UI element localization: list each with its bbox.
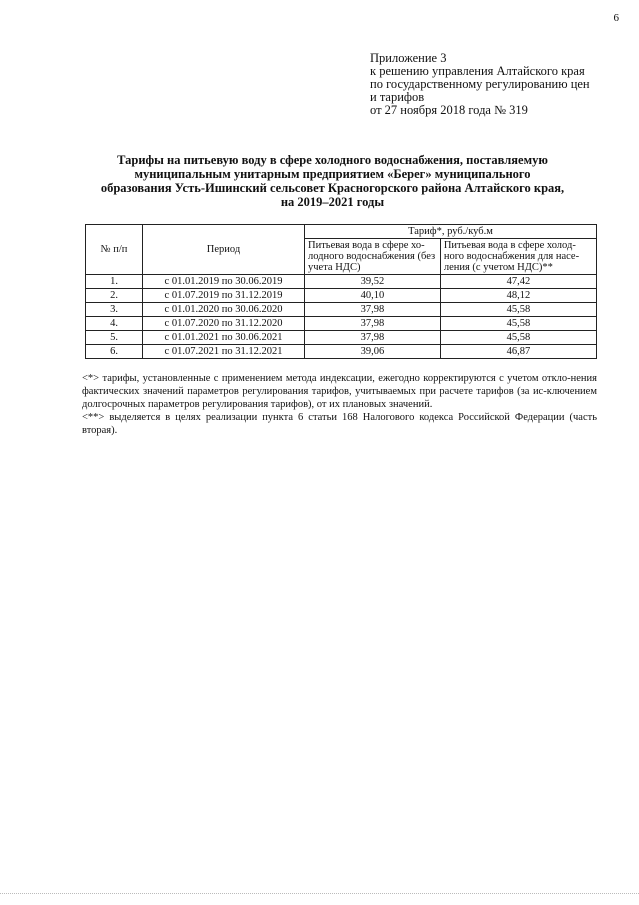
page-number: 6 — [613, 12, 619, 24]
row-period: с 01.07.2019 по 31.12.2019 — [143, 289, 305, 303]
row-number: 6. — [86, 345, 143, 359]
table-row — [86, 331, 597, 345]
appendix-line: к решению управления Алтайского края — [370, 64, 585, 78]
title-line: муниципальным унитарным предприятием «Берег» муниципального — [134, 167, 531, 181]
appendix-line: и тарифов — [370, 90, 425, 104]
column-header-period: Период — [143, 225, 305, 275]
row-period: с 01.01.2021 по 30.06.2021 — [143, 331, 305, 345]
appendix-reference — [370, 52, 620, 117]
document-title — [85, 153, 580, 209]
footnotes — [82, 372, 597, 437]
title-line: образования Усть-Ишинский сельсовет Красногорского района Алтайского края, — [100, 181, 565, 195]
row-period: с 01.07.2021 по 31.12.2021 — [143, 345, 305, 359]
table-row — [86, 317, 597, 331]
table-row — [86, 289, 597, 303]
row-period: с 01.07.2020 по 31.12.2020 — [143, 317, 305, 331]
footnote-double-asterisk: <**> выделяется в целях реализации пункта 6 статьи 168 Налогового кодекса Российской Федерации (часть вторая). — [82, 412, 597, 436]
row-tariff-with-vat: 45,58 — [440, 331, 596, 345]
footnote-single-asterisk: <*> тарифы, установленные с применением метода индексации, ежегодно корректируются с учетом откло-нения фактических значений параметров регулирования тарифов, учитываемых при расчете тарифов (за ис-ключением долгосрочных параметров регулирования тарифов), от их плановых значений. — [82, 373, 597, 410]
table-row — [86, 345, 597, 359]
table-row — [86, 275, 597, 289]
row-period: с 01.01.2020 по 30.06.2020 — [143, 303, 305, 317]
row-tariff-with-vat: 47,42 — [440, 275, 596, 289]
row-tariff-without-vat: 39,06 — [305, 345, 441, 359]
title-line: Тарифы на питьевую воду в сфере холодного водоснабжения, поставляемую — [117, 153, 548, 167]
row-tariff-with-vat: 45,58 — [440, 317, 596, 331]
row-number: 2. — [86, 289, 143, 303]
row-tariff-without-vat: 40,10 — [305, 289, 441, 303]
table-row — [86, 303, 597, 317]
row-number: 4. — [86, 317, 143, 331]
column-header-without-vat: Питьевая вода в сфере хо-лодного водоснабжения (без учета НДС) — [305, 239, 441, 275]
row-tariff-with-vat: 46,87 — [440, 345, 596, 359]
row-tariff-with-vat: 45,58 — [440, 303, 596, 317]
scan-bottom-edge — [0, 893, 639, 894]
row-number: 5. — [86, 331, 143, 345]
row-tariff-with-vat: 48,12 — [440, 289, 596, 303]
column-header-with-vat: Питьевая вода в сфере холод-ного водоснабжения для насе-ления (с учетом НДС)** — [440, 239, 596, 275]
row-period: с 01.01.2019 по 30.06.2019 — [143, 275, 305, 289]
row-number: 3. — [86, 303, 143, 317]
row-tariff-without-vat: 37,98 — [305, 317, 441, 331]
appendix-line: по государственному регулированию цен — [370, 77, 590, 91]
column-header-tariff: Тариф*, руб./куб.м — [305, 225, 597, 239]
appendix-line: Приложение 3 — [370, 51, 447, 65]
appendix-line: от 27 ноября 2018 года № 319 — [370, 103, 528, 117]
title-line: на 2019–2021 годы — [280, 195, 385, 209]
tariff-table — [85, 224, 597, 359]
row-tariff-without-vat: 39,52 — [305, 275, 441, 289]
row-tariff-without-vat: 37,98 — [305, 331, 441, 345]
row-number: 1. — [86, 275, 143, 289]
row-tariff-without-vat: 37,98 — [305, 303, 441, 317]
column-header-number: № п/п — [86, 225, 143, 275]
